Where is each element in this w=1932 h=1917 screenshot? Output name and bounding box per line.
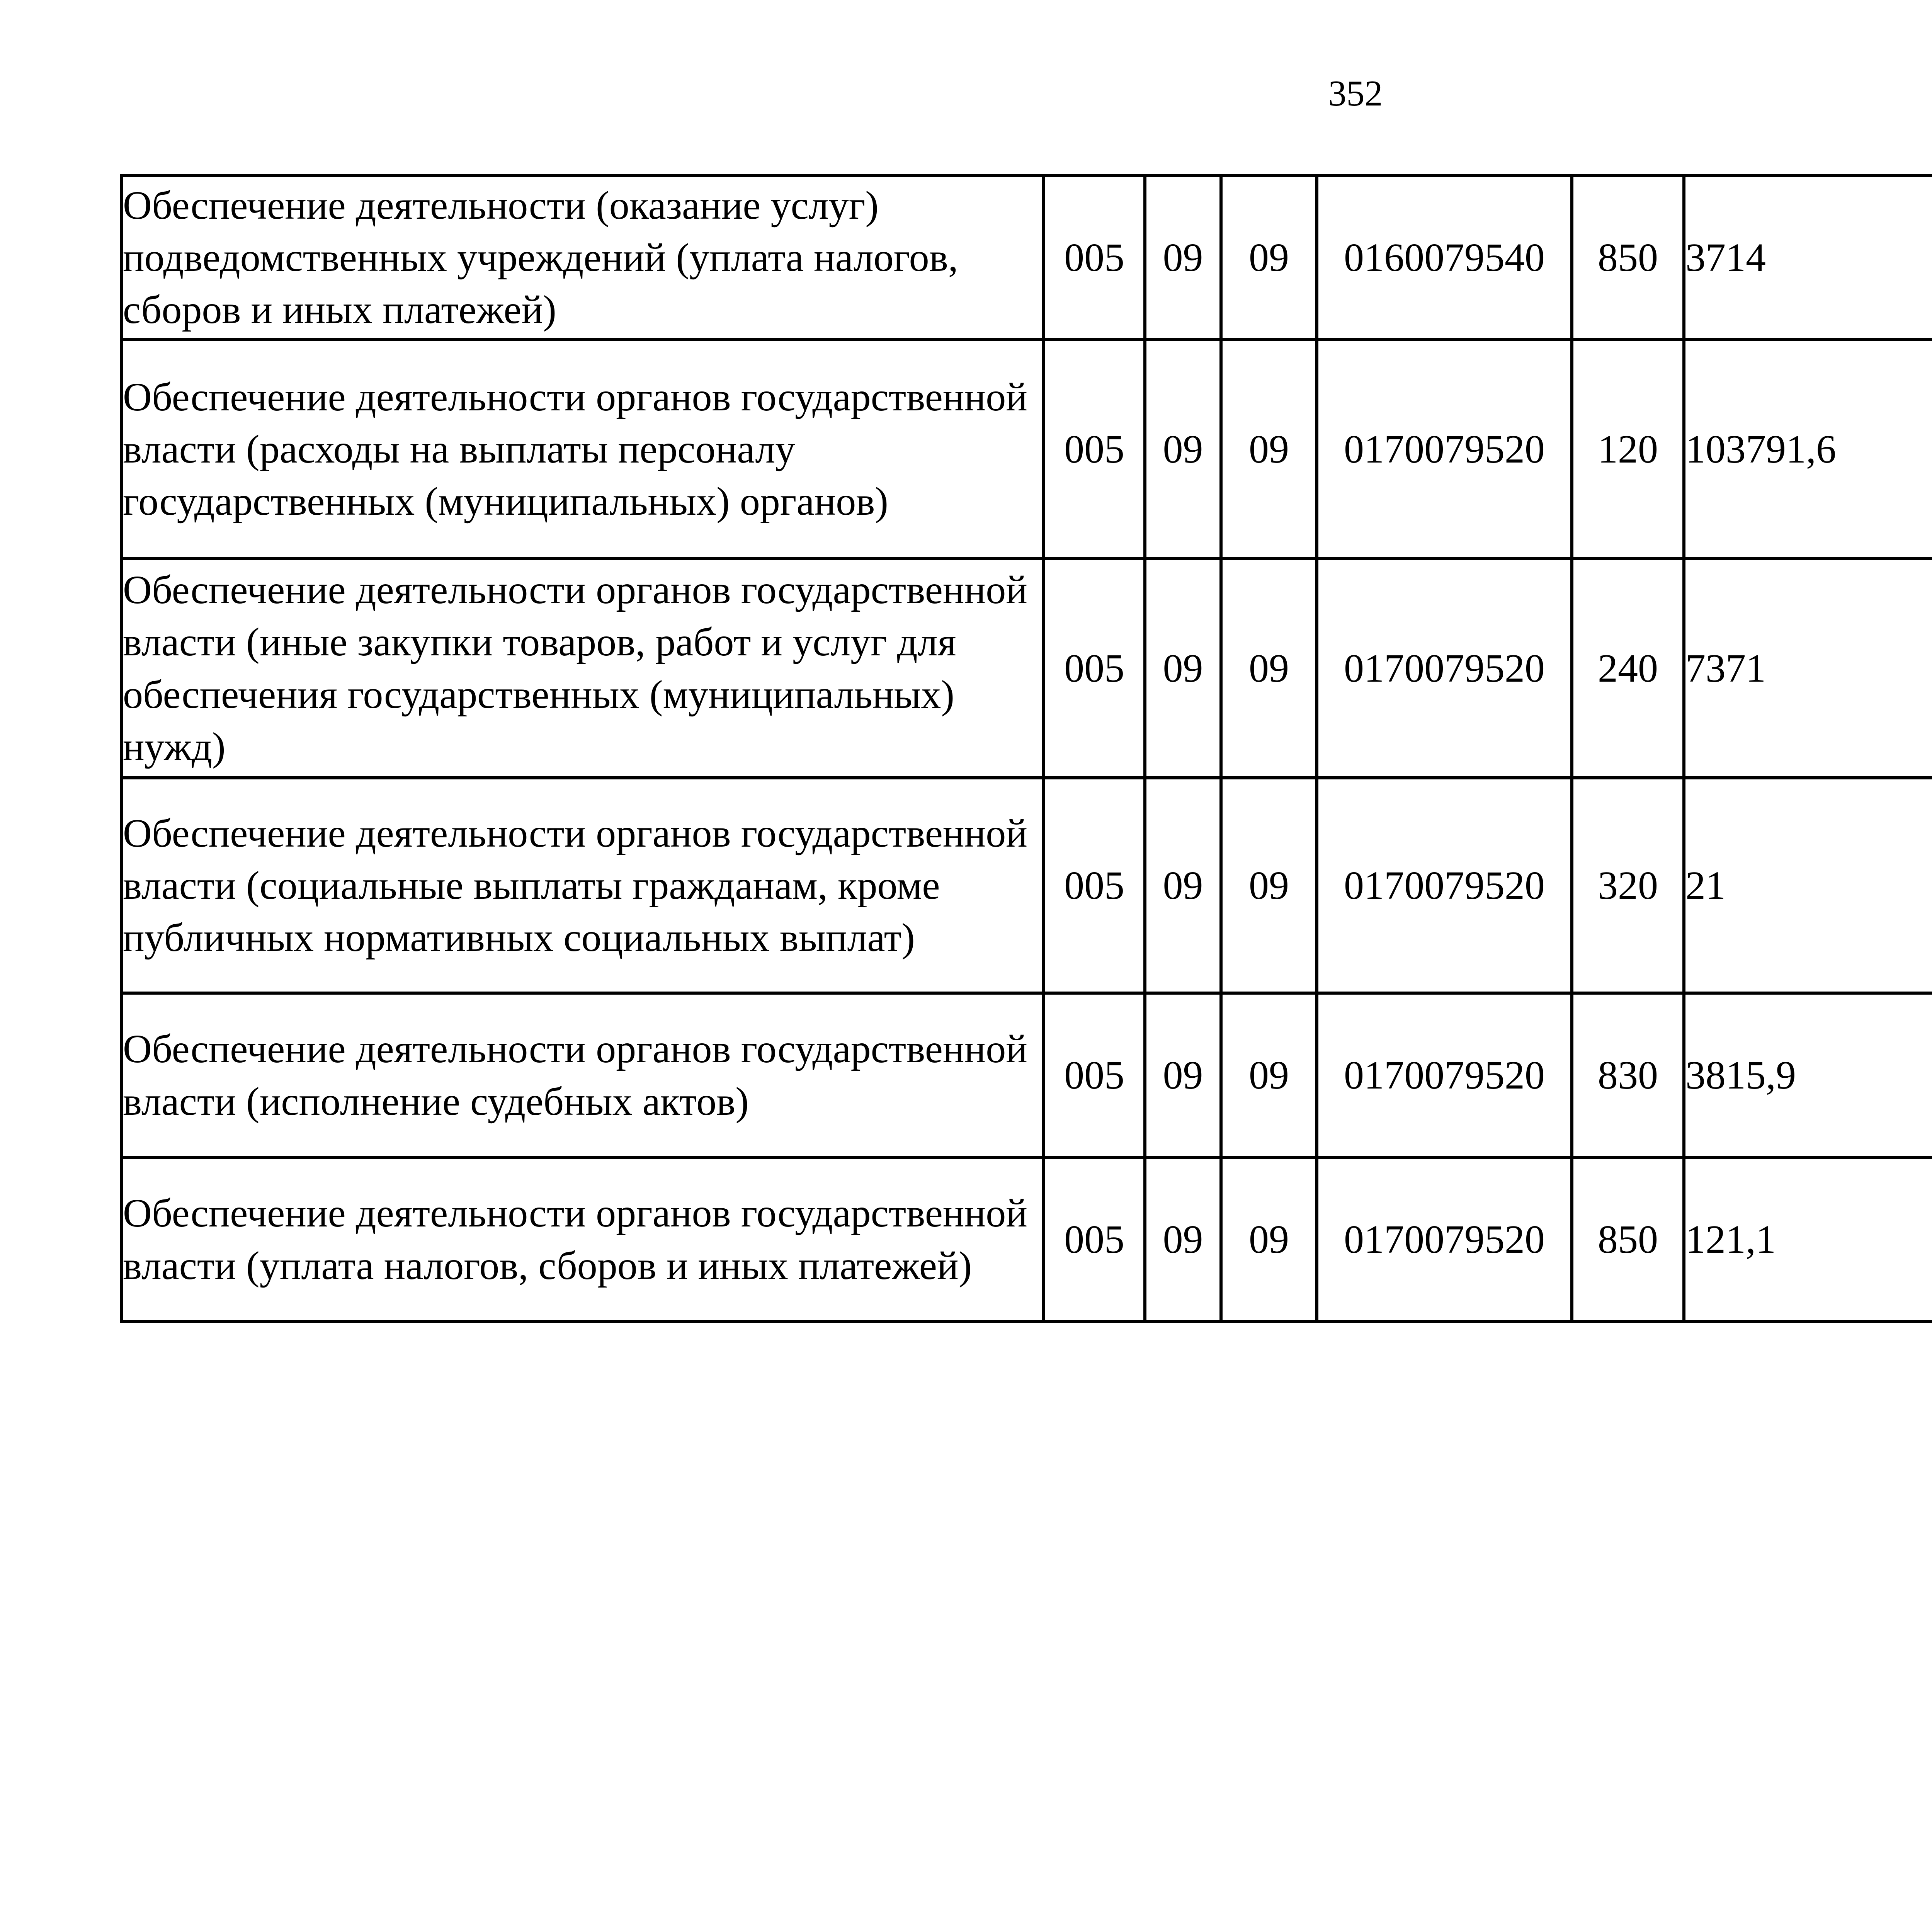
amount-year-1: 103791,6 — [1684, 340, 1932, 559]
section-code: 09 — [1145, 340, 1221, 559]
table-row — [121, 993, 1932, 1157]
expense-type-code: 240 — [1572, 559, 1684, 778]
target-article-code: 0170079520 — [1317, 778, 1572, 993]
row-description: Обеспечение деятельности органов государственной власти (социальные выплаты гражданам, кроме публичных нормативных социальных выплат) — [121, 778, 1044, 993]
amount-year-1: 121,1 — [1684, 1157, 1932, 1322]
ministry-code: 005 — [1044, 175, 1145, 340]
expense-type-code: 850 — [1572, 1157, 1684, 1322]
row-description: Обеспечение деятельности органов государственной власти (уплата налогов, сборов и иных платежей) — [121, 1157, 1044, 1322]
subsection-code: 09 — [1221, 559, 1317, 778]
ministry-code: 005 — [1044, 559, 1145, 778]
amount-year-1: 3714 — [1684, 175, 1932, 340]
section-code: 09 — [1145, 175, 1221, 340]
target-article-code: 0170079520 — [1317, 993, 1572, 1157]
table-row — [121, 778, 1932, 993]
table-row — [121, 559, 1932, 778]
section-code: 09 — [1145, 993, 1221, 1157]
target-article-code: 0160079540 — [1317, 175, 1572, 340]
row-description: Обеспечение деятельности органов государственной власти (исполнение судебных актов) — [121, 993, 1044, 1157]
ministry-code: 005 — [1044, 340, 1145, 559]
page-number: 352 — [1328, 73, 1383, 114]
subsection-code: 09 — [1221, 340, 1317, 559]
row-description: Обеспечение деятельности органов государственной власти (иные закупки товаров, работ и услуг для обеспечения государственных (муниципальных) нужд) — [121, 559, 1044, 778]
amount-year-1: 3815,9 — [1684, 993, 1932, 1157]
target-article-code: 0170079520 — [1317, 340, 1572, 559]
amount-year-1: 21 — [1684, 778, 1932, 993]
table-row — [121, 175, 1932, 340]
section-code: 09 — [1145, 1157, 1221, 1322]
expense-type-code: 120 — [1572, 340, 1684, 559]
subsection-code: 09 — [1221, 175, 1317, 340]
row-description: Обеспечение деятельности органов государственной власти (расходы на выплаты персоналу государственных (муниципальных) органов) — [121, 340, 1044, 559]
amount-year-1: 7371 — [1684, 559, 1932, 778]
expense-type-code: 320 — [1572, 778, 1684, 993]
table-row — [121, 1157, 1932, 1322]
ministry-code: 005 — [1044, 993, 1145, 1157]
expense-type-code: 850 — [1572, 175, 1684, 340]
section-code: 09 — [1145, 559, 1221, 778]
row-description: Обеспечение деятельности (оказание услуг) подведомственных учреждений (уплата налогов, сборов и иных платежей) — [121, 175, 1044, 340]
subsection-code: 09 — [1221, 1157, 1317, 1322]
subsection-code: 09 — [1221, 993, 1317, 1157]
target-article-code: 0170079520 — [1317, 559, 1572, 778]
table-row — [121, 340, 1932, 559]
ministry-code: 005 — [1044, 1157, 1145, 1322]
ministry-code: 005 — [1044, 778, 1145, 993]
target-article-code: 0170079520 — [1317, 1157, 1572, 1322]
subsection-code: 09 — [1221, 778, 1317, 993]
budget-table — [120, 174, 1932, 1323]
section-code: 09 — [1145, 778, 1221, 993]
expense-type-code: 830 — [1572, 993, 1684, 1157]
